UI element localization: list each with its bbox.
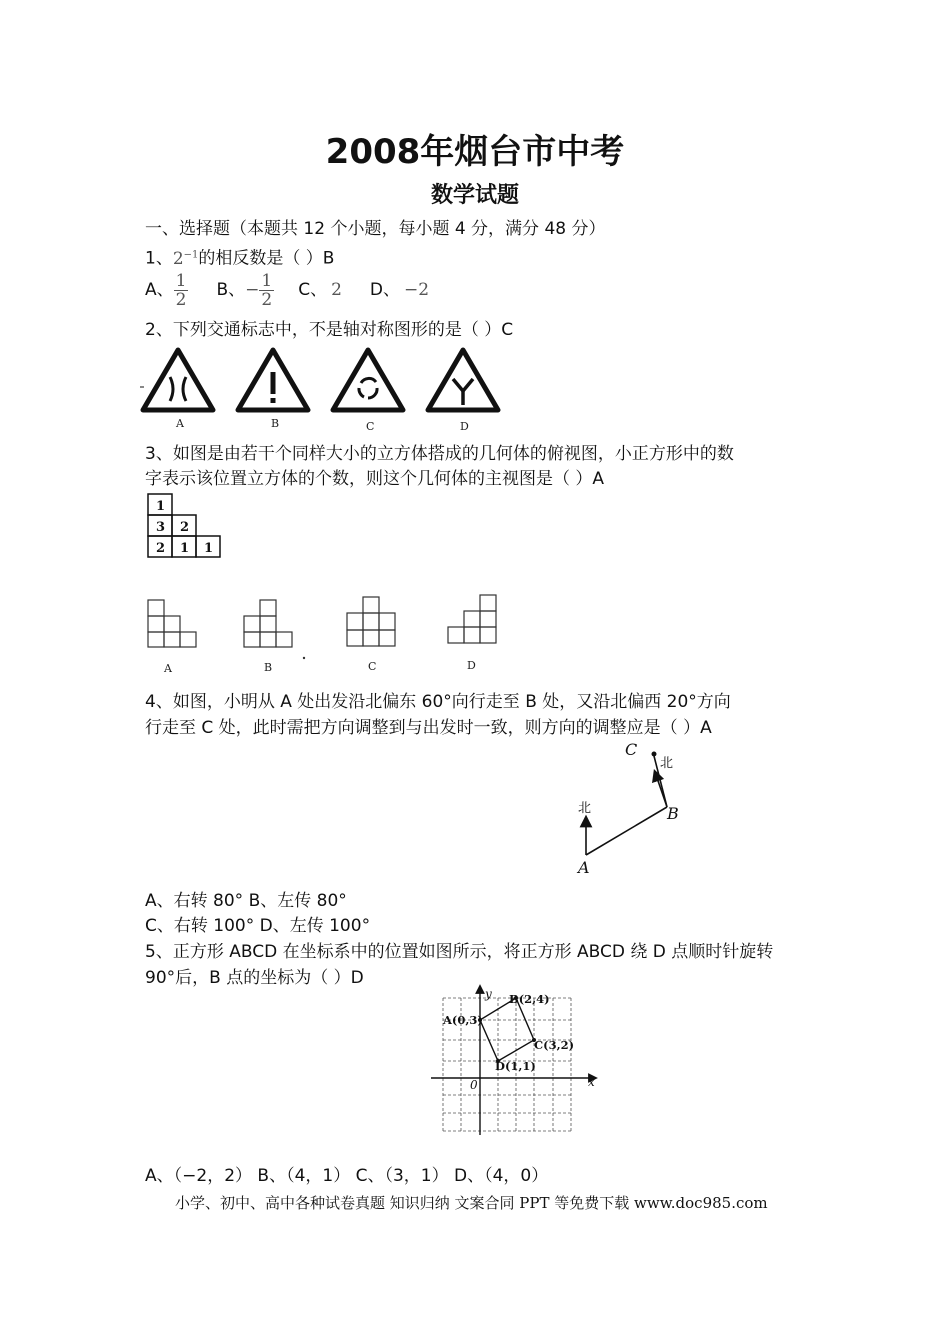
grid-cell-value: 2 — [156, 541, 166, 556]
q1-option-d-value: −2 — [404, 280, 430, 300]
direction-figure — [570, 735, 690, 880]
sign-d-label: D — [460, 420, 469, 433]
q4-options-line-2: C、右转 100° D、左传 100° — [145, 916, 371, 936]
sign-b-label: B — [271, 417, 280, 430]
front-view-label-a: A — [164, 662, 172, 675]
traffic-sign-d — [428, 350, 498, 410]
point-a-label: A(0,3) — [443, 1013, 483, 1027]
front-view-option-a — [148, 600, 196, 647]
q1-expr: $2^{-1}$ — [172, 248, 199, 269]
point-a-label: A — [578, 858, 590, 877]
q1-option-a-label: A、 — [145, 280, 174, 300]
traffic-sign-c — [333, 350, 403, 410]
coordinate-figure — [425, 985, 605, 1140]
grid-cell-value: 1 — [180, 541, 190, 556]
front-view-label-b: B — [264, 661, 273, 674]
grid-cell-value: 3 — [156, 520, 166, 535]
north-label: 北 — [660, 756, 674, 771]
q1-option-c-value: 2 — [331, 280, 342, 300]
q1-option-a-fraction: $\frac{1}{2}$ — [175, 270, 187, 310]
square-abcd — [480, 998, 534, 1061]
point-c-label: C(3,2) — [534, 1038, 575, 1052]
q1-option-d-label: D、 — [369, 280, 401, 300]
grid-cell-value: 1 — [204, 541, 214, 556]
north-label: 北 — [578, 801, 592, 816]
q1-text: 的相反数是（ ）B — [198, 248, 335, 269]
page-title: 2008年烟台市中考 — [325, 132, 625, 172]
footer-text: 小学、初中、高中各种试卷真题 知识归纳 文案合同 PPT 等免费下载 www.doc985.com — [175, 1194, 768, 1212]
traffic-signs-figure — [140, 345, 510, 435]
traffic-sign-a — [140, 350, 213, 410]
front-view-label-c: C — [368, 660, 377, 673]
front-view-label-d: D — [467, 659, 476, 672]
sign-a-label: A — [176, 417, 184, 430]
point-d-label: D(1,1) — [495, 1059, 536, 1073]
grid-cell-value: 1 — [156, 499, 166, 514]
q1-prefix: 1、 — [145, 248, 173, 269]
question-4-line-2: 行走至 C 处，此时需把方向调整到与出发时一致，则方向的调整应是（ ）A — [145, 718, 712, 738]
question-2: 2、下列交通标志中，不是轴对称图形的是（ ）C — [145, 320, 514, 340]
front-view-options-figure — [140, 590, 510, 680]
front-view-option-c — [347, 597, 395, 646]
question-4-line-1: 4、如图，小明从 A 处出发沿北偏东 60°向行走至 B 处，又沿北偏西 20°方向 — [145, 692, 731, 712]
top-view-grid-figure — [146, 492, 226, 562]
point-b-label: B — [667, 804, 679, 823]
point-c-label: C — [625, 740, 638, 759]
traffic-sign-b — [238, 350, 308, 410]
question-3-line-2: 字表示该位置立方体的个数，则这个几何体的主视图是（ ）A — [145, 469, 605, 489]
front-view-option-b — [244, 600, 292, 647]
question-1 — [145, 244, 334, 270]
front-view-option-d — [448, 595, 496, 643]
q1-option-b-label: B、 — [216, 280, 246, 300]
origin-label: 0 — [470, 1078, 478, 1092]
question-5-line-1: 5、正方形 ABCD 在坐标系中的位置如图所示，将正方形 ABCD 绕 D 点顺时针旋转 — [145, 942, 774, 962]
q1-options — [145, 268, 429, 312]
section-heading: 一、选择题（本题共 12 个小题，每小题 4 分，满分 48 分） — [145, 219, 606, 239]
sign-c-label: C — [366, 420, 375, 433]
point-b-label: B(2,4) — [509, 992, 550, 1006]
q4-options-line-1: A、右转 80° B、左传 80° — [145, 891, 347, 911]
x-axis-label: x — [588, 1075, 595, 1089]
question-5-line-2: 90°后，B 点的坐标为（ ）D — [145, 968, 364, 988]
q1-option-b-sign: − — [245, 280, 260, 300]
question-3-line-1: 3、如图是由若干个同样大小的立方体搭成的几何体的俯视图，小正方形中的数 — [145, 444, 734, 464]
y-axis-label: y — [485, 987, 492, 1001]
page-subtitle: 数学试题 — [430, 183, 519, 208]
grid-cell-value: 2 — [180, 520, 190, 535]
q5-options: A、（−2，2） B、（4，1） C、（3，1） D、（4，0） — [145, 1166, 549, 1186]
q1-option-c-label: C、 — [298, 280, 328, 300]
q1-option-b-fraction: $\frac{1}{2}$ — [261, 270, 273, 310]
